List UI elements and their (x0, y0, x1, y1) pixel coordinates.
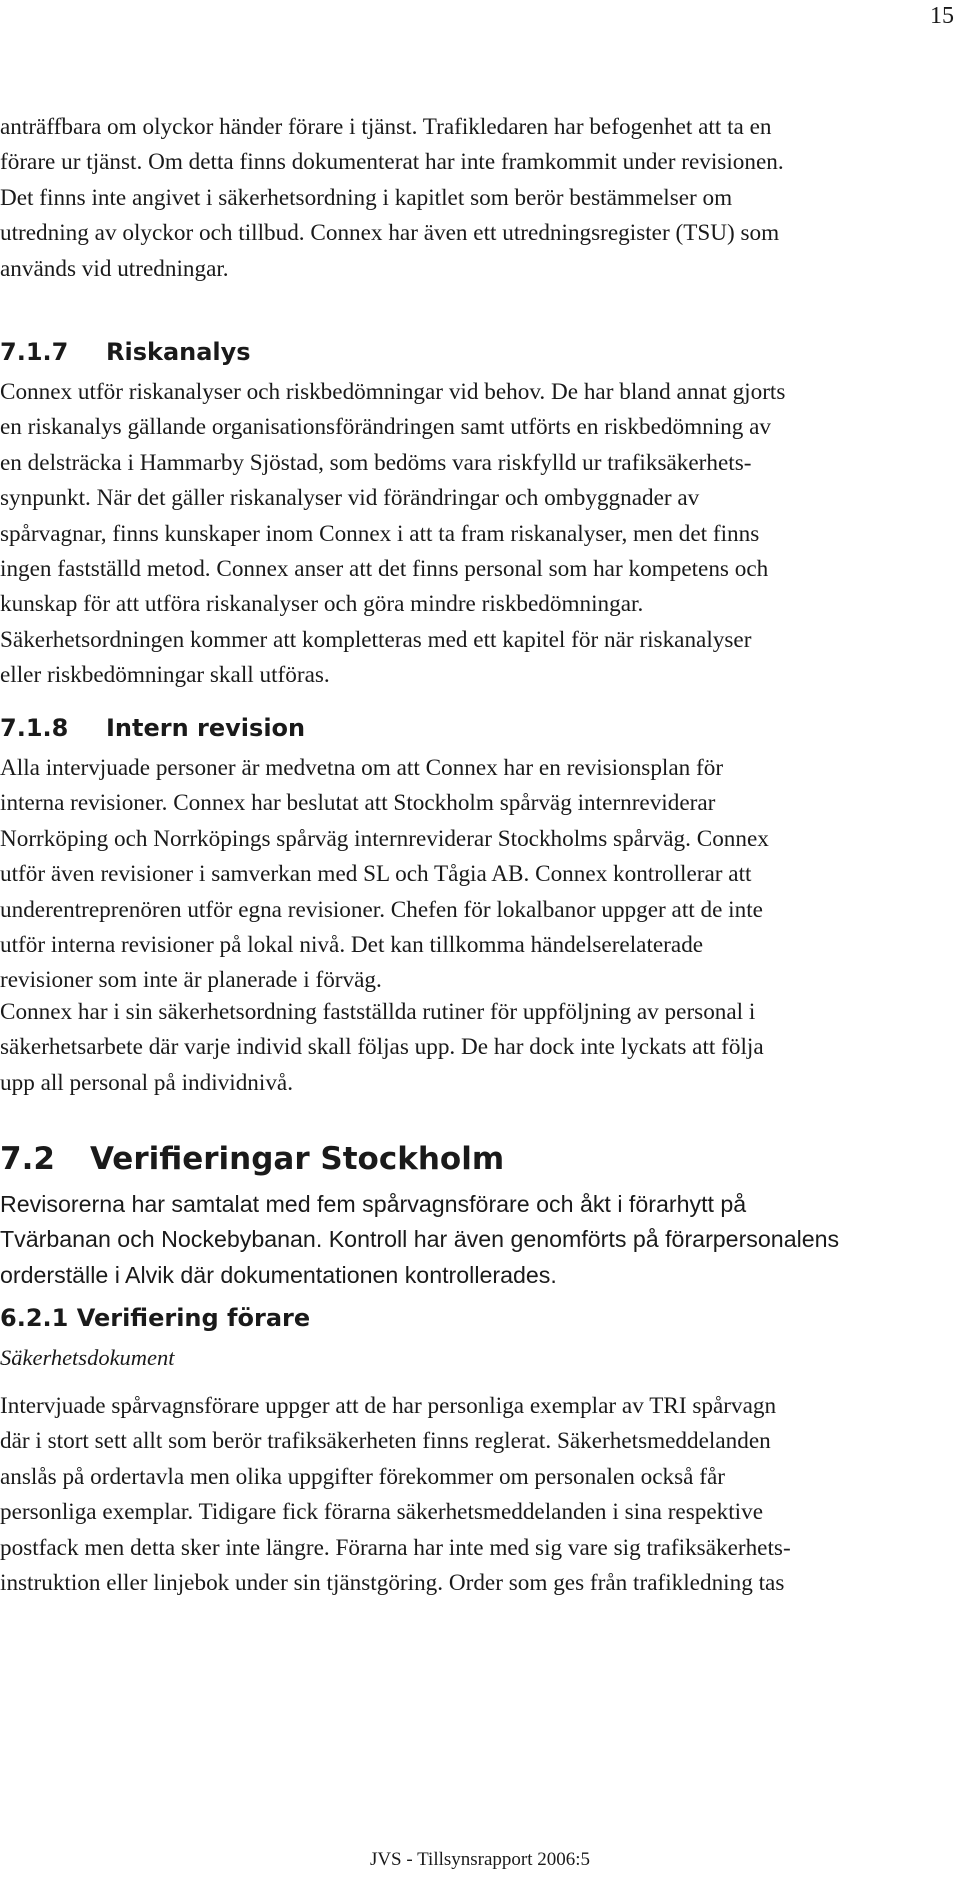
text-line: spårvagnar, finns kunskaper inom Connex i att ta fram riskanalyser, men det finns (0, 520, 760, 547)
text-line: personliga exemplar. Tidigare fick förarna säkerhetsmeddelanden i sina respektive (0, 1499, 764, 1526)
text-line: anslås på ordertavla men olika uppgifter förekommer om personalen också får (0, 1463, 725, 1490)
text-line: orderställe i Alvik där dokumentationen kontrollerades. (0, 1261, 557, 1288)
page-footer: JVS - Tillsynsrapport 2006:5 (369, 1849, 591, 1870)
page-number: 15 (930, 3, 954, 29)
paragraph-intern-revision-a (0, 751, 940, 999)
heading-title: Riskanalys (106, 338, 251, 366)
heading-title: Verifiering förare (76, 1304, 311, 1332)
text-line: postfack men detta sker inte längre. Förarna har inte med sig vare sig trafiksäkerhets- (0, 1534, 791, 1561)
text-line: en riskanalys gällande organisationsförändringen samt utförts en riskbedömning av (0, 414, 772, 441)
heading-verifieringar-stockholm (0, 1140, 940, 1178)
paragraph-verifiering-forare (0, 1389, 940, 1601)
text-line: kunskap för att utföra riskanalyser och göra mindre riskbedömningar. (0, 591, 644, 618)
text-line: Tvärbanan och Nockebybanan. Kontroll har även genomförts på förarpersonalens (0, 1226, 840, 1253)
heading-number: 7.1.7 (0, 338, 69, 366)
text-line: underentreprenören utför egna revisioner. Chefen för lokalbanor uppger att de inte (0, 896, 763, 923)
heading-verifiering-forare (0, 1303, 940, 1333)
text-line: Det finns inte angivet i säkerhetsordning i kapitlet som berör bestämmelser om (0, 184, 733, 211)
text-line: Norrköping och Norrköpings spårväg internreviderar Stockholms spårväg. Connex (0, 825, 769, 852)
heading-number: 6.2.1 (0, 1304, 69, 1332)
text-line: utför interna revisioner på lokal nivå. Det kan tillkomma händelserelaterade (0, 932, 704, 959)
paragraph-intro (0, 110, 940, 287)
text-line: utför även revisioner i samverkan med SL och Tågia AB. Connex kontrollerar att (0, 861, 752, 888)
heading-title: Verifieringar Stockholm (90, 1141, 505, 1177)
paragraph-verifieringar (0, 1187, 940, 1293)
text-line: där i stort sett allt som berör trafiksäkerheten finns reglerat. Säkerhetsmeddelanden (0, 1428, 771, 1455)
heading-title: Intern revision (106, 714, 306, 742)
text-line: Säkerhetsordningen kommer att kompletteras med ett kapitel för när riskanalyser (0, 626, 752, 653)
heading-number: 7.1.8 (0, 714, 69, 742)
text-line: Revisorerna har samtalat med fem spårvagnsförare och åkt i förarhytt på (0, 1191, 747, 1217)
text-line: eller riskbedömningar skall utföras. (0, 662, 330, 689)
paragraph-riskanalys (0, 375, 940, 694)
text-line: ingen fastställd metod. Connex anser att det finns personal som har kompetens och (0, 556, 769, 583)
text-line: används vid utredningar. (0, 255, 229, 282)
text-line: Connex har i sin säkerhetsordning fastställda rutiner för uppföljning av personal i (0, 999, 756, 1025)
text-line: Intervjuade spårvagnsförare uppger att de har personliga exemplar av TRI spårvagn (0, 1393, 777, 1419)
text-line: interna revisioner. Connex har beslutat att Stockholm spårväg internreviderar (0, 790, 716, 817)
heading-riskanalys (0, 337, 940, 367)
text-line: utredning av olyckor och tillbud. Connex har även ett utredningsregister (TSU) som (0, 220, 780, 247)
text-line: revisioner som inte är planerade i förväg. (0, 967, 382, 994)
text-line: förare ur tjänst. Om detta finns dokumenterat har inte framkommit under revisionen. (0, 149, 784, 176)
text-line: Connex utför riskanalyser och riskbedömningar vid behov. De har bland annat gjorts (0, 379, 786, 405)
heading-number: 7.2 (0, 1141, 55, 1177)
subheading-sakerhetsdokument: Säkerhetsdokument (0, 1345, 175, 1370)
heading-intern-revision (0, 713, 940, 743)
text-line: instruktion eller linjebok under sin tjänstgöring. Order som ges från trafikledning tas (0, 1570, 785, 1597)
text-line: en delsträcka i Hammarby Sjöstad, som bedöms vara riskfylld ur trafiksäkerhets- (0, 449, 752, 476)
text-line: upp all personal på individnivå. (0, 1069, 294, 1096)
text-line: synpunkt. När det gäller riskanalyser vid förändringar och ombyggnader av (0, 485, 700, 512)
paragraph-intern-revision-b (0, 995, 940, 1101)
text-line: Alla intervjuade personer är medvetna om att Connex har en revisionsplan för (0, 755, 724, 781)
text-line: säkerhetsarbete där varje individ skall följas upp. De har dock inte lyckats att följa (0, 1034, 764, 1061)
text-line: anträffbara om olyckor händer förare i tjänst. Trafikledaren har befogenhet att ta en (0, 114, 772, 140)
